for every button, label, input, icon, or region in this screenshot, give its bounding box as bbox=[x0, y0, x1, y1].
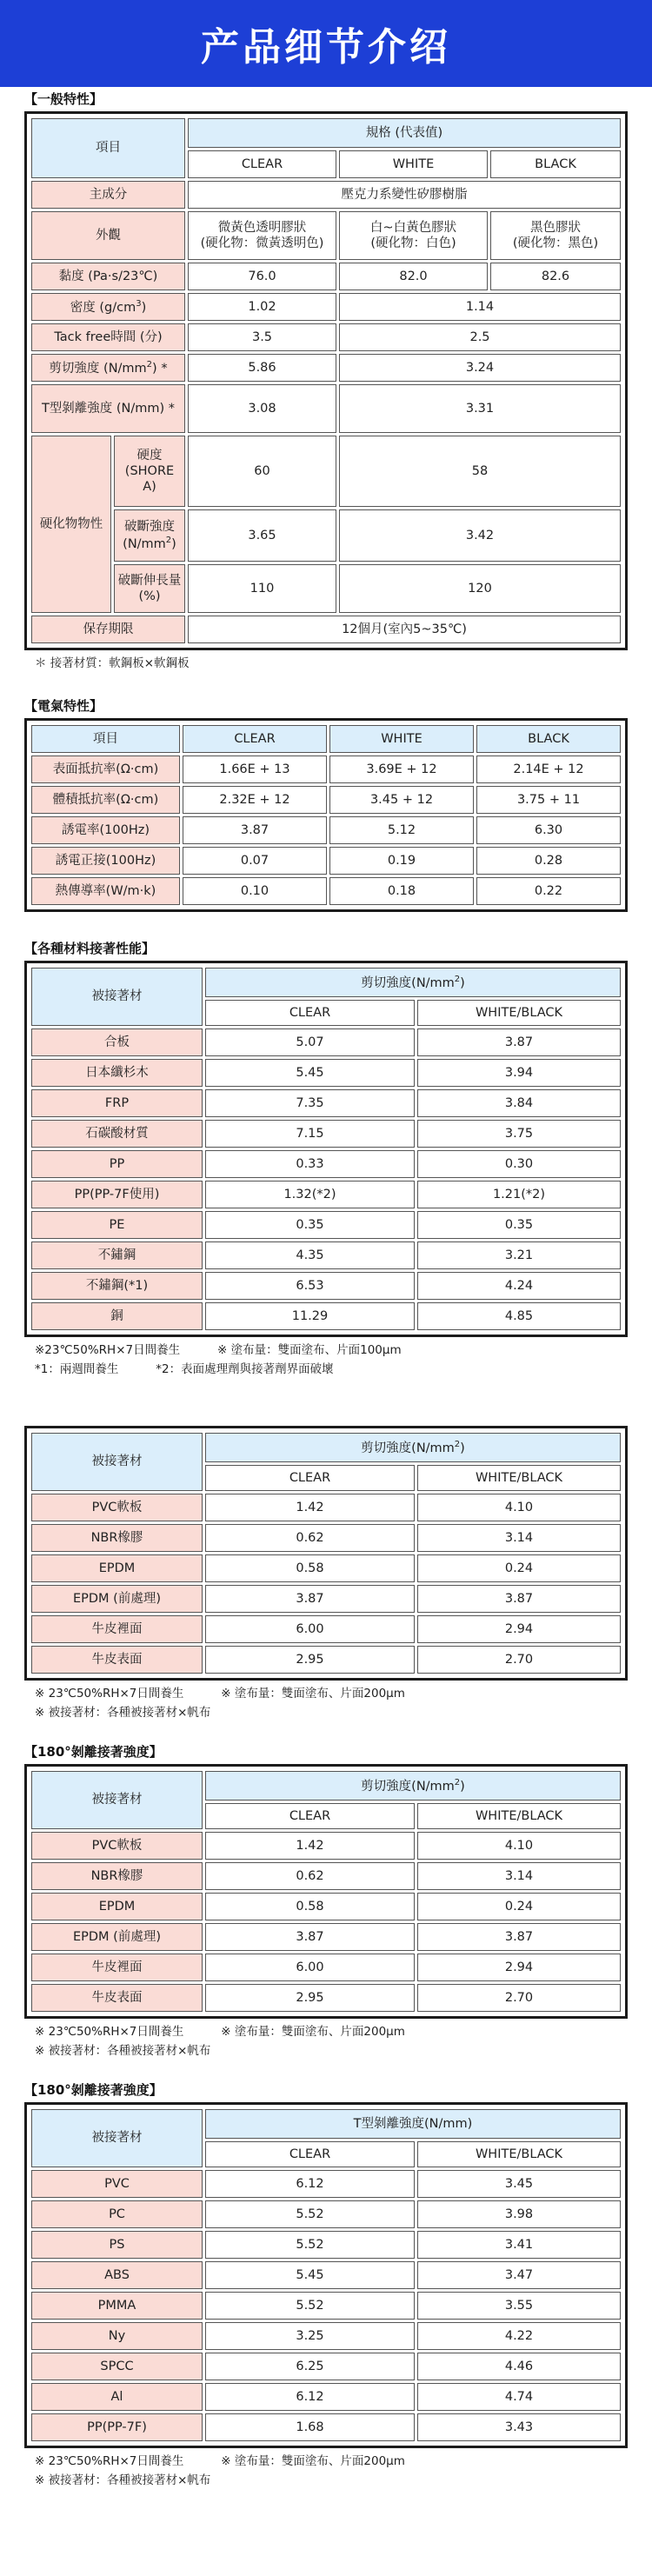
row-value-clear: 1.42 bbox=[205, 1494, 415, 1521]
row-value-clear: 0.33 bbox=[205, 1150, 415, 1178]
general-head-item: 項目 bbox=[31, 118, 185, 178]
row-label: 牛皮表面 bbox=[31, 1984, 203, 2012]
row-value-wb: 3.45 bbox=[417, 2170, 621, 2198]
row-value-clear: 5.45 bbox=[205, 1059, 415, 1087]
row-value-wb: 1.21(*2) bbox=[417, 1181, 621, 1208]
peel1-note-1: ※ 23℃50%RH×7日間養生 ※ 塗布量：雙面塗布、片面200μm bbox=[35, 2025, 405, 2039]
general-col-white: WHITE bbox=[339, 150, 488, 178]
adhesion2-note-1: ※ 23℃50%RH×7日間養生 ※ 塗布量：雙面塗布、片面200μm bbox=[35, 1687, 405, 1701]
row-value-clear: 6.00 bbox=[205, 1615, 415, 1643]
row-value-clear: 0.62 bbox=[205, 1524, 415, 1552]
table-row bbox=[31, 1893, 621, 1920]
table-row bbox=[31, 1302, 621, 1330]
table-row bbox=[31, 847, 621, 875]
table-row bbox=[31, 2170, 621, 2198]
row-value-clear: 6.53 bbox=[205, 1272, 415, 1300]
peel2-head-material: 被接著材 bbox=[31, 2109, 203, 2167]
row-value-wb: 3.84 bbox=[417, 1089, 621, 1117]
peel1-col-white-black: WHITE/BLACK bbox=[417, 1803, 621, 1829]
row-value-clear: 1.32(*2) bbox=[205, 1181, 415, 1208]
row-value-white: 3.69E + 12 bbox=[329, 755, 474, 783]
row-value-wb: 3.14 bbox=[417, 1862, 621, 1890]
peel2-table-frame bbox=[24, 2102, 628, 2448]
row-value-black: 0.28 bbox=[476, 847, 621, 875]
appearance-label: 外觀 bbox=[31, 211, 185, 260]
row-value-wb: 2.94 bbox=[417, 1615, 621, 1643]
row-label: NBR橡膠 bbox=[31, 1524, 203, 1552]
peel2-head-t-peel: T型剝離強度(N/mm) bbox=[205, 2109, 621, 2139]
row-label: NBR橡膠 bbox=[31, 1862, 203, 1890]
row-value-clear: 6.00 bbox=[205, 1954, 415, 1981]
table-row bbox=[31, 2353, 621, 2380]
t-peel-white-black: 3.31 bbox=[339, 384, 621, 433]
row-value-wb: 4.46 bbox=[417, 2353, 621, 2380]
adhesion2-col-clear: CLEAR bbox=[205, 1465, 415, 1491]
peel1-table bbox=[29, 1768, 623, 2014]
main-component-value: 壓克力系變性矽膠樹脂 bbox=[188, 181, 621, 209]
adhesion-section-title: 【各種材料接著性能】 bbox=[24, 941, 156, 956]
table-row bbox=[31, 1028, 621, 1056]
adhesion1-table-frame bbox=[24, 961, 628, 1337]
general-note: ＊ 接著材質：軟鋼板×軟鋼板 bbox=[35, 656, 190, 670]
row-value-clear: 6.12 bbox=[205, 2383, 415, 2411]
row-value-white: 3.45 + 12 bbox=[329, 786, 474, 814]
row-value-wb: 3.98 bbox=[417, 2200, 621, 2228]
row-value-white: 0.19 bbox=[329, 847, 474, 875]
table-row bbox=[31, 1241, 621, 1269]
electrical-col-black: BLACK bbox=[476, 725, 621, 753]
row-value-wb: 4.22 bbox=[417, 2322, 621, 2350]
adhesion1-head-material: 被接著材 bbox=[31, 968, 203, 1026]
adhesion2-head-material: 被接著材 bbox=[31, 1433, 203, 1491]
row-value-wb: 2.70 bbox=[417, 1984, 621, 2012]
row-label: PP(PP-7F使用) bbox=[31, 1181, 203, 1208]
table-row bbox=[31, 2413, 621, 2441]
peel2-col-clear: CLEAR bbox=[205, 2141, 415, 2167]
electrical-col-clear: CLEAR bbox=[183, 725, 327, 753]
row-label: 體積抵抗率(Ω·cm) bbox=[31, 786, 180, 814]
row-label: PP bbox=[31, 1150, 203, 1178]
adhesion2-note-2: ※ 被接著材：各種被接著材×帆布 bbox=[35, 1706, 211, 1720]
peel2-col-white-black: WHITE/BLACK bbox=[417, 2141, 621, 2167]
adhesion2-rows bbox=[31, 1494, 621, 1674]
adhesion1-head-shear: 剪切強度$(N/mm^2)$ bbox=[205, 968, 621, 997]
adhesion1-rows bbox=[31, 1028, 621, 1330]
row-value-clear: 7.15 bbox=[205, 1120, 415, 1148]
page-banner bbox=[0, 0, 652, 87]
table-row bbox=[31, 2292, 621, 2320]
row-label: FRP bbox=[31, 1089, 203, 1117]
break-strength-white-black: 3.42 bbox=[339, 509, 621, 562]
electrical-section-title: 【電氣特性】 bbox=[24, 698, 103, 714]
row-value-wb: 3.55 bbox=[417, 2292, 621, 2320]
adhesion1-col-white-black: WHITE/BLACK bbox=[417, 1000, 621, 1026]
row-value-clear: 0.58 bbox=[205, 1554, 415, 1582]
appearance-clear: 微黃色透明膠狀 (硬化物：微黃透明色) bbox=[188, 211, 336, 260]
density-clear: 1.02 bbox=[188, 293, 336, 321]
row-value-wb: 3.75 bbox=[417, 1120, 621, 1148]
row-label: PS bbox=[31, 2231, 203, 2259]
general-section-title: 【一般特性】 bbox=[24, 91, 103, 107]
row-value-clear: 0.07 bbox=[183, 847, 327, 875]
row-value-clear: 0.35 bbox=[205, 1211, 415, 1239]
table-row bbox=[31, 1089, 621, 1117]
elongation-white-black: 120 bbox=[339, 564, 621, 613]
row-value-wb: 0.35 bbox=[417, 1211, 621, 1239]
row-value-clear: 1.66E + 13 bbox=[183, 755, 327, 783]
peel1-head-material: 被接著材 bbox=[31, 1771, 203, 1829]
peel2-table bbox=[29, 2107, 623, 2444]
row-value-wb: 4.74 bbox=[417, 2383, 621, 2411]
general-col-clear: CLEAR bbox=[188, 150, 336, 178]
elongation-clear: 110 bbox=[188, 564, 336, 613]
break-strength-label: 破斷強度 $(N/mm^2)$ bbox=[114, 509, 185, 562]
shear-strength-clear: 5.86 bbox=[188, 354, 336, 382]
peel1-note-2: ※ 被接著材：各種被接著材×帆布 bbox=[35, 2044, 211, 2058]
row-label: 誘電率(100Hz) bbox=[31, 816, 180, 844]
table-row bbox=[31, 2383, 621, 2411]
electrical-head-item: 項目 bbox=[31, 725, 180, 753]
row-value-clear: 2.95 bbox=[205, 1646, 415, 1674]
table-row bbox=[31, 1615, 621, 1643]
electrical-rows bbox=[31, 755, 621, 905]
table-row bbox=[31, 2200, 621, 2228]
row-label: 合板 bbox=[31, 1028, 203, 1056]
page-title: 产品细节介绍 bbox=[201, 25, 451, 70]
row-value-wb: 3.14 bbox=[417, 1524, 621, 1552]
adhesion1-table bbox=[29, 965, 623, 1333]
row-value-clear: 2.32E + 12 bbox=[183, 786, 327, 814]
row-label: 表面抵抗率(Ω·cm) bbox=[31, 755, 180, 783]
row-label: Al bbox=[31, 2383, 203, 2411]
row-value-wb: 3.94 bbox=[417, 1059, 621, 1087]
row-value-clear: 5.07 bbox=[205, 1028, 415, 1056]
table-row bbox=[31, 1059, 621, 1087]
row-value-clear: 1.68 bbox=[205, 2413, 415, 2441]
row-value-wb: 3.41 bbox=[417, 2231, 621, 2259]
adhesion2-table-frame bbox=[24, 1426, 628, 1681]
storage-label: 保存期限 bbox=[31, 616, 185, 643]
table-row bbox=[31, 1120, 621, 1148]
row-label: PP(PP-7F) bbox=[31, 2413, 203, 2441]
electrical-col-white: WHITE bbox=[329, 725, 474, 753]
table-row bbox=[31, 2231, 621, 2259]
row-value-clear: 11.29 bbox=[205, 1302, 415, 1330]
general-table-frame bbox=[24, 111, 628, 650]
row-label: PVC軟板 bbox=[31, 1832, 203, 1860]
row-label: SPCC bbox=[31, 2353, 203, 2380]
row-label: 日本纖杉木 bbox=[31, 1059, 203, 1087]
appearance-white: 白~白黃色膠狀 (硬化物：白色) bbox=[339, 211, 488, 260]
table-row bbox=[31, 786, 621, 814]
row-label: EPDM bbox=[31, 1554, 203, 1582]
row-value-clear: 1.42 bbox=[205, 1832, 415, 1860]
row-value-clear: 3.87 bbox=[205, 1585, 415, 1613]
row-value-black: 6.30 bbox=[476, 816, 621, 844]
peel2-note-2: ※ 被接著材：各種被接著材×帆布 bbox=[35, 2473, 211, 2487]
t-peel-label: T型剝離強度 (N/mm) * bbox=[31, 384, 185, 433]
peel1-head-shear: 剪切強度$(N/mm^2)$ bbox=[205, 1771, 621, 1801]
row-label: PE bbox=[31, 1211, 203, 1239]
row-value-wb: 3.21 bbox=[417, 1241, 621, 1269]
shear-strength-white-black: 3.24 bbox=[339, 354, 621, 382]
tack-free-label: Tack free時間 (分) bbox=[31, 323, 185, 351]
electrical-table-frame bbox=[24, 718, 628, 912]
viscosity-black: 82.6 bbox=[490, 263, 621, 290]
row-label: PVC bbox=[31, 2170, 203, 2198]
break-strength-clear: 3.65 bbox=[188, 509, 336, 562]
row-value-wb: 3.87 bbox=[417, 1585, 621, 1613]
density-white-black: 1.14 bbox=[339, 293, 621, 321]
hardness-white-black: 58 bbox=[339, 436, 621, 507]
table-row bbox=[31, 1862, 621, 1890]
row-label: 誘電正接(100Hz) bbox=[31, 847, 180, 875]
row-label: EPDM bbox=[31, 1893, 203, 1920]
peel1-rows bbox=[31, 1832, 621, 2012]
row-label: 牛皮表面 bbox=[31, 1646, 203, 1674]
row-label: 牛皮裡面 bbox=[31, 1954, 203, 1981]
row-label: PMMA bbox=[31, 2292, 203, 2320]
row-value-clear: 0.62 bbox=[205, 1862, 415, 1890]
row-value-wb: 4.10 bbox=[417, 1494, 621, 1521]
row-value-clear: 3.87 bbox=[205, 1923, 415, 1951]
row-value-clear: 5.52 bbox=[205, 2292, 415, 2320]
table-row bbox=[31, 1494, 621, 1521]
peel1-section-title: 【180°剝離接著強度】 bbox=[24, 1744, 163, 1760]
row-value-clear: 5.45 bbox=[205, 2261, 415, 2289]
storage-value: 12個月(室內5~35℃) bbox=[188, 616, 621, 643]
row-value-clear: 6.25 bbox=[205, 2353, 415, 2380]
row-label: PVC軟板 bbox=[31, 1494, 203, 1521]
adhesion1-note-2: *1：兩週間養生 *2：表面處理劑與接著劑界面破壞 bbox=[35, 1362, 334, 1376]
row-label: PC bbox=[31, 2200, 203, 2228]
row-value-wb: 3.87 bbox=[417, 1923, 621, 1951]
table-row bbox=[31, 755, 621, 783]
row-value-black: 3.75 + 11 bbox=[476, 786, 621, 814]
row-value-wb: 4.24 bbox=[417, 1272, 621, 1300]
row-value-clear: 6.12 bbox=[205, 2170, 415, 2198]
general-col-black: BLACK bbox=[490, 150, 621, 178]
row-value-clear: 2.95 bbox=[205, 1984, 415, 2012]
row-value-clear: 3.25 bbox=[205, 2322, 415, 2350]
row-value-clear: 5.52 bbox=[205, 2200, 415, 2228]
general-table bbox=[29, 116, 623, 646]
row-value-wb: 0.24 bbox=[417, 1554, 621, 1582]
peel2-note-1: ※ 23℃50%RH×7日間養生 ※ 塗布量：雙面塗布、片面200μm bbox=[35, 2454, 405, 2468]
viscosity-label: 黏度 (Pa·s/23℃) bbox=[31, 263, 185, 290]
hardness-clear: 60 bbox=[188, 436, 336, 507]
peel1-table-frame bbox=[24, 1764, 628, 2019]
tack-free-white-black: 2.5 bbox=[339, 323, 621, 351]
row-value-clear: 0.10 bbox=[183, 877, 327, 905]
density-label: 密度 $(g/cm^3)$ bbox=[31, 293, 185, 321]
hardness-label: 硬度 (SHORE A) bbox=[114, 436, 185, 507]
row-value-clear: 7.35 bbox=[205, 1089, 415, 1117]
table-row bbox=[31, 877, 621, 905]
row-label: EPDM (前處理) bbox=[31, 1923, 203, 1951]
table-row bbox=[31, 1832, 621, 1860]
row-value-black: 2.14E + 12 bbox=[476, 755, 621, 783]
peel1-col-clear: CLEAR bbox=[205, 1803, 415, 1829]
row-value-white: 0.18 bbox=[329, 877, 474, 905]
table-row bbox=[31, 1150, 621, 1178]
row-value-wb: 2.94 bbox=[417, 1954, 621, 1981]
table-row bbox=[31, 1585, 621, 1613]
row-label: 不鏽鋼(*1) bbox=[31, 1272, 203, 1300]
row-value-wb: 4.85 bbox=[417, 1302, 621, 1330]
main-component-label: 主成分 bbox=[31, 181, 185, 209]
row-value-clear: 5.52 bbox=[205, 2231, 415, 2259]
row-label: ABS bbox=[31, 2261, 203, 2289]
adhesion2-head-shear: 剪切強度$(N/mm^2)$ bbox=[205, 1433, 621, 1462]
table-row bbox=[31, 816, 621, 844]
row-label: 不鏽鋼 bbox=[31, 1241, 203, 1269]
row-value-wb: 0.24 bbox=[417, 1893, 621, 1920]
table-row bbox=[31, 1181, 621, 1208]
peel2-rows bbox=[31, 2170, 621, 2441]
peel2-section-title: 【180°剝離接著強度】 bbox=[24, 2082, 163, 2098]
row-label: 石碳酸材質 bbox=[31, 1120, 203, 1148]
row-value-clear: 4.35 bbox=[205, 1241, 415, 1269]
table-row bbox=[31, 1211, 621, 1239]
table-row bbox=[31, 1646, 621, 1674]
row-value-wb: 3.47 bbox=[417, 2261, 621, 2289]
table-row bbox=[31, 1984, 621, 2012]
row-value-wb: 2.70 bbox=[417, 1646, 621, 1674]
row-value-wb: 4.10 bbox=[417, 1832, 621, 1860]
cured-properties-label: 硬化物物性 bbox=[31, 436, 111, 613]
table-row bbox=[31, 1272, 621, 1300]
row-value-wb: 0.30 bbox=[417, 1150, 621, 1178]
t-peel-clear: 3.08 bbox=[188, 384, 336, 433]
viscosity-white: 82.0 bbox=[339, 263, 488, 290]
row-label: 熱傳導率(W/m·k) bbox=[31, 877, 180, 905]
row-value-wb: 3.43 bbox=[417, 2413, 621, 2441]
row-value-clear: 3.87 bbox=[183, 816, 327, 844]
adhesion1-note-1: ※23℃50%RH×7日間養生 ※ 塗布量：雙面塗布、片面100μm bbox=[35, 1343, 402, 1357]
row-value-wb: 3.87 bbox=[417, 1028, 621, 1056]
table-row bbox=[31, 1524, 621, 1552]
table-row bbox=[31, 2261, 621, 2289]
table-row bbox=[31, 1923, 621, 1951]
appearance-black: 黑色膠狀 (硬化物：黑色) bbox=[490, 211, 621, 260]
table-row bbox=[31, 1954, 621, 1981]
table-row bbox=[31, 1554, 621, 1582]
adhesion2-table bbox=[29, 1430, 623, 1676]
adhesion2-col-white-black: WHITE/BLACK bbox=[417, 1465, 621, 1491]
table-row bbox=[31, 2322, 621, 2350]
row-label: 牛皮裡面 bbox=[31, 1615, 203, 1643]
row-label: EPDM (前處理) bbox=[31, 1585, 203, 1613]
row-label: Ny bbox=[31, 2322, 203, 2350]
shear-strength-label: 剪切強度 $(N/mm^2)$ * bbox=[31, 354, 185, 382]
general-head-spec: 規格 (代表值) bbox=[188, 118, 621, 148]
tack-free-clear: 3.5 bbox=[188, 323, 336, 351]
row-label: 銅 bbox=[31, 1302, 203, 1330]
row-value-black: 0.22 bbox=[476, 877, 621, 905]
elongation-label: 破斷伸長量 (%) bbox=[114, 564, 185, 613]
viscosity-clear: 76.0 bbox=[188, 263, 336, 290]
row-value-white: 5.12 bbox=[329, 816, 474, 844]
adhesion1-col-clear: CLEAR bbox=[205, 1000, 415, 1026]
row-value-clear: 0.58 bbox=[205, 1893, 415, 1920]
electrical-table bbox=[29, 722, 623, 908]
